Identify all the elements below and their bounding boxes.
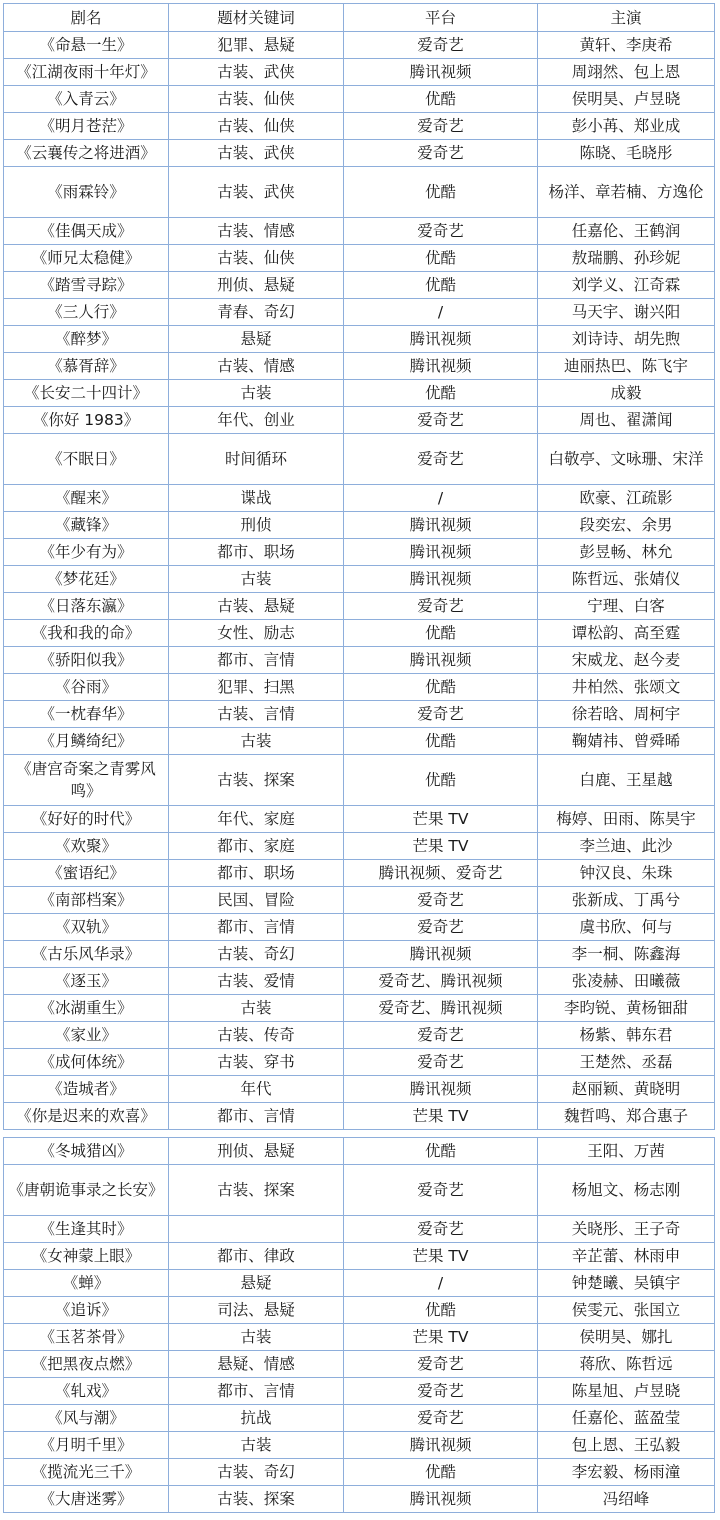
genre-keywords-cell: 司法、悬疑 — [169, 1297, 344, 1324]
platform-cell: 腾讯视频 — [344, 1432, 538, 1459]
genre-keywords-cell: 犯罪、悬疑 — [169, 32, 344, 59]
drama-title-cell: 《你好 1983》 — [4, 407, 169, 434]
table-row — [4, 167, 715, 218]
table-row — [4, 1486, 715, 1513]
drama-title-cell: 《揽流光三千》 — [4, 1459, 169, 1486]
genre-keywords-cell: 悬疑 — [169, 326, 344, 353]
table-row — [4, 1165, 715, 1216]
cast-cell: 井柏然、张颂文 — [538, 674, 715, 701]
genre-keywords-cell: 古装 — [169, 380, 344, 407]
drama-title-cell: 《谷雨》 — [4, 674, 169, 701]
genre-keywords-cell: 古装、探案 — [169, 755, 344, 806]
table-row — [4, 1324, 715, 1351]
table-row — [4, 32, 715, 59]
table-row — [4, 407, 715, 434]
cast-cell: 彭昱畅、林允 — [538, 539, 715, 566]
genre-keywords-cell: 年代、家庭 — [169, 806, 344, 833]
drama-title-cell: 《我和我的命》 — [4, 620, 169, 647]
platform-cell: 优酷 — [344, 728, 538, 755]
platform-cell: 腾讯视频 — [344, 326, 538, 353]
drama-title-cell: 《唐宫奇案之青雾风鸣》 — [4, 755, 169, 806]
genre-keywords-cell: 古装、情感 — [169, 353, 344, 380]
column-header: 题材关键词 — [169, 4, 344, 32]
genre-keywords-cell: 都市、言情 — [169, 1103, 344, 1130]
platform-cell: 优酷 — [344, 380, 538, 407]
genre-keywords-cell: 古装、探案 — [169, 1486, 344, 1513]
table-row — [4, 1297, 715, 1324]
drama-title-cell: 《骄阳似我》 — [4, 647, 169, 674]
genre-keywords-cell: 古装 — [169, 1324, 344, 1351]
platform-cell: 爱奇艺 — [344, 914, 538, 941]
cast-cell: 张凌赫、田曦薇 — [538, 968, 715, 995]
table-row — [4, 887, 715, 914]
column-header: 主演 — [538, 4, 715, 32]
cast-cell: 宁理、白客 — [538, 593, 715, 620]
platform-cell: 腾讯视频 — [344, 59, 538, 86]
platform-cell: 优酷 — [344, 167, 538, 218]
genre-keywords-cell: 都市、言情 — [169, 647, 344, 674]
platform-cell: 芒果 TV — [344, 833, 538, 860]
table-row — [4, 140, 715, 167]
cast-cell: 白敬亭、文咏珊、宋洋 — [538, 434, 715, 485]
table-row — [4, 1076, 715, 1103]
drama-title-cell: 《成何体统》 — [4, 1049, 169, 1076]
platform-cell: 优酷 — [344, 1138, 538, 1165]
drama-title-cell: 《醒来》 — [4, 485, 169, 512]
genre-keywords-cell: 古装、武侠 — [169, 140, 344, 167]
genre-keywords-cell: 古装、爱情 — [169, 968, 344, 995]
drama-title-cell: 《风与潮》 — [4, 1405, 169, 1432]
column-header: 平台 — [344, 4, 538, 32]
table-row — [4, 620, 715, 647]
platform-cell: 爱奇艺 — [344, 1216, 538, 1243]
cast-cell: 杨旭文、杨志刚 — [538, 1165, 715, 1216]
table-row — [4, 914, 715, 941]
cast-cell: 李昀锐、黄杨钿甜 — [538, 995, 715, 1022]
cast-cell: 刘学义、江奇霖 — [538, 272, 715, 299]
drama-title-cell: 《藏锋》 — [4, 512, 169, 539]
cast-cell: 陈哲远、张婧仪 — [538, 566, 715, 593]
table-row — [4, 755, 715, 806]
table-row — [4, 485, 715, 512]
drama-title-cell: 《冰湖重生》 — [4, 995, 169, 1022]
platform-cell: 芒果 TV — [344, 1324, 538, 1351]
cast-cell: 任嘉伦、蓝盈莹 — [538, 1405, 715, 1432]
cast-cell: 李兰迪、此沙 — [538, 833, 715, 860]
drama-title-cell: 《长安二十四计》 — [4, 380, 169, 407]
drama-title-cell: 《追诉》 — [4, 1297, 169, 1324]
cast-cell: 梅婷、田雨、陈昊宇 — [538, 806, 715, 833]
cast-cell: 谭松韵、高至霆 — [538, 620, 715, 647]
platform-cell: 爱奇艺 — [344, 1351, 538, 1378]
drama-title-cell: 《唐朝诡事录之长安》 — [4, 1165, 169, 1216]
platform-cell: 爱奇艺 — [344, 1165, 538, 1216]
platform-cell: 爱奇艺 — [344, 113, 538, 140]
drama-table — [3, 3, 715, 1130]
drama-title-cell: 《年少有为》 — [4, 539, 169, 566]
drama-title-cell: 《日落东瀛》 — [4, 593, 169, 620]
table-row — [4, 566, 715, 593]
genre-keywords-cell: 古装、奇幻 — [169, 1459, 344, 1486]
cast-cell: 王楚然、丞磊 — [538, 1049, 715, 1076]
drama-title-cell: 《玉茗茶骨》 — [4, 1324, 169, 1351]
genre-keywords-cell: 都市、职场 — [169, 860, 344, 887]
cast-cell: 成毅 — [538, 380, 715, 407]
table-row — [4, 833, 715, 860]
drama-title-cell: 《一枕春华》 — [4, 701, 169, 728]
cast-cell: 杨洋、章若楠、方逸伦 — [538, 167, 715, 218]
table-row — [4, 326, 715, 353]
genre-keywords-cell: 抗战 — [169, 1405, 344, 1432]
genre-keywords-cell: 古装 — [169, 1432, 344, 1459]
genre-keywords-cell: 古装、穿书 — [169, 1049, 344, 1076]
drama-title-cell: 《大唐迷雾》 — [4, 1486, 169, 1513]
cast-cell: 钟楚曦、吴镇宇 — [538, 1270, 715, 1297]
drama-title-cell: 《慕胥辞》 — [4, 353, 169, 380]
drama-title-cell: 《南部档案》 — [4, 887, 169, 914]
drama-title-cell: 《蝉》 — [4, 1270, 169, 1297]
cast-cell: 李宏毅、杨雨潼 — [538, 1459, 715, 1486]
cast-cell: 侯明昊、娜扎 — [538, 1324, 715, 1351]
platform-cell: 芒果 TV — [344, 1103, 538, 1130]
platform-cell: 爱奇艺 — [344, 32, 538, 59]
cast-cell: 敖瑞鹏、孙珍妮 — [538, 245, 715, 272]
genre-keywords-cell: 都市、言情 — [169, 914, 344, 941]
platform-cell: 优酷 — [344, 1297, 538, 1324]
cast-cell: 陈星旭、卢昱晓 — [538, 1378, 715, 1405]
platform-cell: 优酷 — [344, 620, 538, 647]
cast-cell: 黄轩、李庚希 — [538, 32, 715, 59]
drama-title-cell: 《你是迟来的欢喜》 — [4, 1103, 169, 1130]
table-row — [4, 860, 715, 887]
drama-title-cell: 《把黑夜点燃》 — [4, 1351, 169, 1378]
drama-title-cell: 《不眠日》 — [4, 434, 169, 485]
table-row — [4, 806, 715, 833]
drama-title-cell: 《江湖夜雨十年灯》 — [4, 59, 169, 86]
drama-title-cell: 《佳偶天成》 — [4, 218, 169, 245]
platform-cell: / — [344, 485, 538, 512]
table-row — [4, 1138, 715, 1165]
drama-title-cell: 《欢聚》 — [4, 833, 169, 860]
cast-cell: 欧豪、江疏影 — [538, 485, 715, 512]
genre-keywords-cell: 古装、情感 — [169, 218, 344, 245]
table-row — [4, 1103, 715, 1130]
platform-cell: 优酷 — [344, 272, 538, 299]
table-row — [4, 1243, 715, 1270]
platform-cell: 优酷 — [344, 1459, 538, 1486]
table-row — [4, 701, 715, 728]
genre-keywords-cell: 年代 — [169, 1076, 344, 1103]
genre-keywords-cell: 犯罪、扫黑 — [169, 674, 344, 701]
cast-cell: 周翊然、包上恩 — [538, 59, 715, 86]
drama-title-cell: 《逐玉》 — [4, 968, 169, 995]
genre-keywords-cell: 刑侦、悬疑 — [169, 272, 344, 299]
cast-cell: 杨紫、韩东君 — [538, 1022, 715, 1049]
table-row — [4, 1405, 715, 1432]
genre-keywords-cell: 古装 — [169, 995, 344, 1022]
genre-keywords-cell: 都市、职场 — [169, 539, 344, 566]
platform-cell: 腾讯视频 — [344, 647, 538, 674]
drama-title-cell: 《蜜语纪》 — [4, 860, 169, 887]
cast-cell: 王阳、万茜 — [538, 1138, 715, 1165]
table-row — [4, 434, 715, 485]
drama-title-cell: 《踏雪寻踪》 — [4, 272, 169, 299]
drama-title-cell: 《月明千里》 — [4, 1432, 169, 1459]
column-header: 剧名 — [4, 4, 169, 32]
genre-keywords-cell: 都市、言情 — [169, 1378, 344, 1405]
table-row — [4, 1049, 715, 1076]
cast-cell: 迪丽热巴、陈飞宇 — [538, 353, 715, 380]
genre-keywords-cell: 古装、传奇 — [169, 1022, 344, 1049]
table-row — [4, 299, 715, 326]
drama-title-cell: 《梦花廷》 — [4, 566, 169, 593]
drama-table-part1 — [3, 3, 715, 1130]
platform-cell: 爱奇艺 — [344, 140, 538, 167]
genre-keywords-cell: 年代、创业 — [169, 407, 344, 434]
genre-keywords-cell: 刑侦 — [169, 512, 344, 539]
table-row — [4, 1351, 715, 1378]
table-row — [4, 1459, 715, 1486]
drama-title-cell: 《双轨》 — [4, 914, 169, 941]
cast-cell: 侯雯元、张国立 — [538, 1297, 715, 1324]
platform-cell: 芒果 TV — [344, 1243, 538, 1270]
drama-title-cell: 《云襄传之将进酒》 — [4, 140, 169, 167]
table-row — [4, 59, 715, 86]
table-row — [4, 512, 715, 539]
table-row — [4, 272, 715, 299]
genre-keywords-cell: 古装 — [169, 566, 344, 593]
drama-title-cell: 《女神蒙上眼》 — [4, 1243, 169, 1270]
platform-cell: 腾讯视频 — [344, 353, 538, 380]
platform-cell: 腾讯视频、爱奇艺 — [344, 860, 538, 887]
cast-cell: 任嘉伦、王鹤润 — [538, 218, 715, 245]
table-row — [4, 1216, 715, 1243]
cast-cell: 段奕宏、余男 — [538, 512, 715, 539]
genre-keywords-cell: 女性、励志 — [169, 620, 344, 647]
cast-cell: 辛芷蕾、林雨申 — [538, 1243, 715, 1270]
platform-cell: 爱奇艺 — [344, 1022, 538, 1049]
drama-title-cell: 《古乐风华录》 — [4, 941, 169, 968]
platform-cell: 腾讯视频 — [344, 941, 538, 968]
cast-cell: 关晓彤、王子奇 — [538, 1216, 715, 1243]
genre-keywords-cell: 古装、仙侠 — [169, 245, 344, 272]
table-row — [4, 245, 715, 272]
table-row — [4, 539, 715, 566]
cast-cell: 宋威龙、赵今麦 — [538, 647, 715, 674]
drama-title-cell: 《明月苍茫》 — [4, 113, 169, 140]
genre-keywords-cell: 时间循环 — [169, 434, 344, 485]
table-row — [4, 86, 715, 113]
drama-title-cell: 《师兄太稳健》 — [4, 245, 169, 272]
drama-title-cell: 《命悬一生》 — [4, 32, 169, 59]
drama-title-cell: 《造城者》 — [4, 1076, 169, 1103]
platform-cell: 腾讯视频 — [344, 566, 538, 593]
cast-cell: 徐若晗、周柯宇 — [538, 701, 715, 728]
platform-cell: 爱奇艺 — [344, 701, 538, 728]
drama-title-cell: 《冬城猎凶》 — [4, 1138, 169, 1165]
table-row — [4, 941, 715, 968]
genre-keywords-cell: 古装、武侠 — [169, 167, 344, 218]
cast-cell: 李一桐、陈鑫海 — [538, 941, 715, 968]
drama-table-part2 — [3, 1137, 715, 1513]
platform-cell: 优酷 — [344, 755, 538, 806]
genre-keywords-cell: 古装、言情 — [169, 701, 344, 728]
genre-keywords-cell: 古装、奇幻 — [169, 941, 344, 968]
drama-title-cell: 《三人行》 — [4, 299, 169, 326]
genre-keywords-cell: 谍战 — [169, 485, 344, 512]
table-row — [4, 1022, 715, 1049]
table-row — [4, 1378, 715, 1405]
cast-cell: 张新成、丁禹兮 — [538, 887, 715, 914]
table-row — [4, 647, 715, 674]
drama-title-cell: 《家业》 — [4, 1022, 169, 1049]
platform-cell: 爱奇艺 — [344, 1049, 538, 1076]
platform-cell: 爱奇艺、腾讯视频 — [344, 995, 538, 1022]
platform-cell: 腾讯视频 — [344, 512, 538, 539]
drama-title-cell: 《醉梦》 — [4, 326, 169, 353]
cast-cell: 白鹿、王星越 — [538, 755, 715, 806]
cast-cell: 虞书欣、何与 — [538, 914, 715, 941]
cast-cell: 侯明昊、卢昱晓 — [538, 86, 715, 113]
drama-title-cell: 《月鳞绮纪》 — [4, 728, 169, 755]
cast-cell: 包上恩、王弘毅 — [538, 1432, 715, 1459]
cast-cell: 刘诗诗、胡先煦 — [538, 326, 715, 353]
platform-cell: 爱奇艺、腾讯视频 — [344, 968, 538, 995]
drama-title-cell: 《入青云》 — [4, 86, 169, 113]
table-row — [4, 968, 715, 995]
table-row — [4, 1432, 715, 1459]
platform-cell: 爱奇艺 — [344, 218, 538, 245]
platform-cell: / — [344, 1270, 538, 1297]
cast-cell: 陈晓、毛晓彤 — [538, 140, 715, 167]
genre-keywords-cell: 古装、悬疑 — [169, 593, 344, 620]
platform-cell: 爱奇艺 — [344, 593, 538, 620]
cast-cell: 钟汉良、朱珠 — [538, 860, 715, 887]
cast-cell: 鞠婧祎、曾舜晞 — [538, 728, 715, 755]
drama-title-cell: 《生逢其时》 — [4, 1216, 169, 1243]
genre-keywords-cell: 古装、仙侠 — [169, 86, 344, 113]
genre-keywords-cell: 古装、仙侠 — [169, 113, 344, 140]
drama-title-cell: 《轧戏》 — [4, 1378, 169, 1405]
platform-cell: 芒果 TV — [344, 806, 538, 833]
genre-keywords-cell: 古装、武侠 — [169, 59, 344, 86]
genre-keywords-cell: 刑侦、悬疑 — [169, 1138, 344, 1165]
cast-cell: 蒋欣、陈哲远 — [538, 1351, 715, 1378]
table-row — [4, 113, 715, 140]
cast-cell: 赵丽颖、黄晓明 — [538, 1076, 715, 1103]
table-row — [4, 728, 715, 755]
drama-table-continued — [3, 1137, 715, 1513]
drama-title-cell: 《好好的时代》 — [4, 806, 169, 833]
platform-cell: 腾讯视频 — [344, 1486, 538, 1513]
cast-cell: 冯绍峰 — [538, 1486, 715, 1513]
platform-cell: 爱奇艺 — [344, 434, 538, 485]
platform-cell: / — [344, 299, 538, 326]
table-row — [4, 593, 715, 620]
genre-keywords-cell: 悬疑 — [169, 1270, 344, 1297]
platform-cell: 爱奇艺 — [344, 1405, 538, 1432]
table-row — [4, 674, 715, 701]
table-row — [4, 380, 715, 407]
table-row — [4, 353, 715, 380]
genre-keywords-cell: 古装 — [169, 728, 344, 755]
genre-keywords-cell: 青春、奇幻 — [169, 299, 344, 326]
genre-keywords-cell: 古装、探案 — [169, 1165, 344, 1216]
table-row — [4, 1270, 715, 1297]
cast-cell: 马天宇、谢兴阳 — [538, 299, 715, 326]
platform-cell: 优酷 — [344, 674, 538, 701]
platform-cell: 优酷 — [344, 86, 538, 113]
cast-cell: 魏哲鸣、郑合惠子 — [538, 1103, 715, 1130]
genre-keywords-cell: 悬疑、情感 — [169, 1351, 344, 1378]
genre-keywords-cell: 民国、冒险 — [169, 887, 344, 914]
genre-keywords-cell: 都市、律政 — [169, 1243, 344, 1270]
platform-cell: 优酷 — [344, 245, 538, 272]
drama-title-cell: 《雨霖铃》 — [4, 167, 169, 218]
platform-cell: 腾讯视频 — [344, 1076, 538, 1103]
platform-cell: 爱奇艺 — [344, 407, 538, 434]
cast-cell: 彭小苒、郑业成 — [538, 113, 715, 140]
platform-cell: 爱奇艺 — [344, 887, 538, 914]
table-row — [4, 218, 715, 245]
table-header-row — [4, 4, 715, 32]
table-row — [4, 995, 715, 1022]
platform-cell: 腾讯视频 — [344, 539, 538, 566]
cast-cell: 周也、翟潇闻 — [538, 407, 715, 434]
platform-cell: 爱奇艺 — [344, 1378, 538, 1405]
genre-keywords-cell: 都市、家庭 — [169, 833, 344, 860]
genre-keywords-cell — [169, 1216, 344, 1243]
